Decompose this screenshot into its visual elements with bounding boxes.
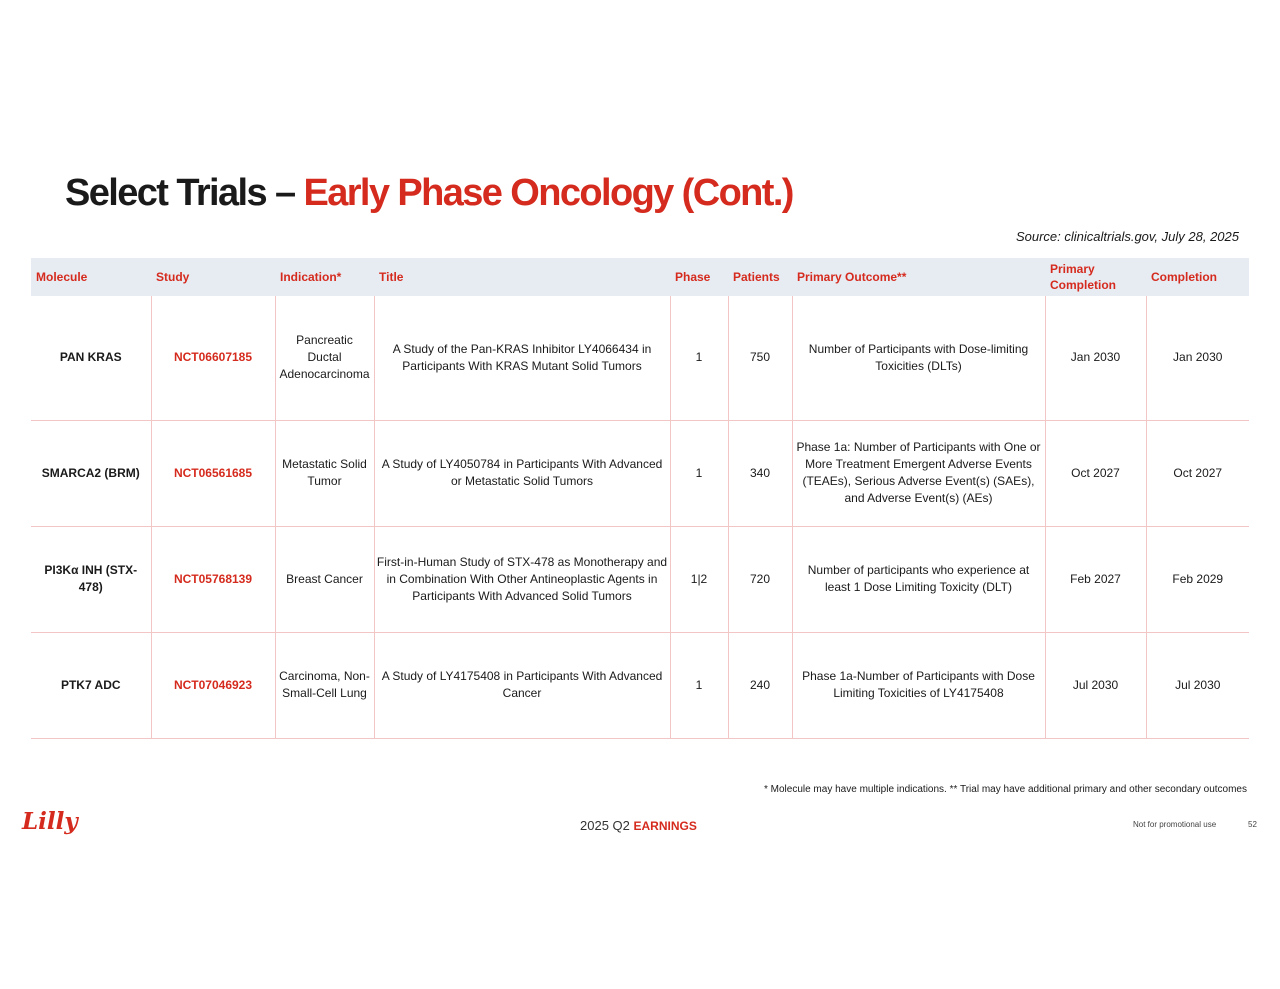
cell-patients: 720 (728, 526, 792, 632)
cell-phase: 1 (670, 420, 728, 526)
cell-primary-outcome: Phase 1a: Number of Participants with One or More Treatment Emergent Adverse Events (TEAEs), Serious Adverse Event(s) (SAEs), and Adverse Event(s) (AEs) (792, 420, 1045, 526)
page-title (65, 172, 793, 215)
cell-patients: 750 (728, 296, 792, 420)
cell-completion: Feb 2029 (1146, 526, 1249, 632)
cell-indication: Carcinoma, Non-Small-Cell Lung (275, 632, 374, 738)
cell-title: First-in-Human Study of STX-478 as Monotherapy and in Combination With Other Antineoplastic Agents in Participants With Advanced Solid Tumors (374, 526, 670, 632)
header-study: Study (151, 258, 275, 296)
header-title: Title (374, 258, 670, 296)
cell-molecule: PAN KRAS (31, 296, 151, 420)
trials-table (31, 258, 1249, 739)
cell-indication: Pancreatic Ductal Adenocarcinoma (275, 296, 374, 420)
cell-primary-completion: Jan 2030 (1045, 296, 1146, 420)
cell-completion: Oct 2027 (1146, 420, 1249, 526)
cell-completion: Jul 2030 (1146, 632, 1249, 738)
table-row (31, 296, 1249, 420)
header-phase: Phase (670, 258, 728, 296)
header-primary-outcome: Primary Outcome** (792, 258, 1045, 296)
header-molecule: Molecule (31, 258, 151, 296)
cell-primary-completion: Feb 2027 (1045, 526, 1146, 632)
cell-patients: 240 (728, 632, 792, 738)
table-row (31, 632, 1249, 738)
page-number: 52 (1248, 820, 1257, 829)
title-lead: Select Trials – (65, 172, 304, 214)
promo-note: Not for promotional use (1133, 820, 1217, 829)
footnote: * Molecule may have multiple indications. ** Trial may have additional primary and other secondary outcomes (763, 784, 1247, 795)
cell-study: NCT06607185 (151, 296, 275, 420)
cell-indication: Metastatic Solid Tumor (275, 420, 374, 526)
cell-study: NCT06561685 (151, 420, 275, 526)
table-row (31, 420, 1249, 526)
cell-primary-outcome: Phase 1a-Number of Participants with Dose Limiting Toxicities of LY4175408 (792, 632, 1045, 738)
title-accent: Early Phase Oncology (Cont.) (303, 172, 793, 214)
cell-study: NCT05768139 (151, 526, 275, 632)
cell-phase: 1 (670, 632, 728, 738)
cell-title: A Study of the Pan-KRAS Inhibitor LY4066434 in Participants With KRAS Mutant Solid Tumors (374, 296, 670, 420)
header-patients: Patients (728, 258, 792, 296)
cell-study: NCT07046923 (151, 632, 275, 738)
cell-primary-completion: Jul 2030 (1045, 632, 1146, 738)
cell-title: A Study of LY4050784 in Participants With Advanced or Metastatic Solid Tumors (374, 420, 670, 526)
cell-molecule: SMARCA2 (BRM) (31, 420, 151, 526)
cell-patients: 340 (728, 420, 792, 526)
earnings-prefix: 2025 Q2 (580, 818, 630, 833)
cell-phase: 1 (670, 296, 728, 420)
lilly-logo: Lilly (22, 808, 78, 835)
cell-indication: Breast Cancer (275, 526, 374, 632)
header-primary-completion: Primary Completion (1045, 258, 1146, 296)
cell-molecule: PI3Kα INH (STX-478) (31, 526, 151, 632)
cell-primary-outcome: Number of participants who experience at least 1 Dose Limiting Toxicity (DLT) (792, 526, 1045, 632)
table-header-row (31, 258, 1249, 296)
earnings-label (580, 818, 697, 833)
header-completion: Completion (1146, 258, 1249, 296)
cell-molecule: PTK7 ADC (31, 632, 151, 738)
cell-primary-outcome: Number of Participants with Dose-limiting Toxicities (DLTs) (792, 296, 1045, 420)
source-note: Source: clinicaltrials.gov, July 28, 2025 (1015, 229, 1239, 244)
table-row (31, 526, 1249, 632)
header-indication: Indication* (275, 258, 374, 296)
cell-completion: Jan 2030 (1146, 296, 1249, 420)
cell-title: A Study of LY4175408 in Participants With Advanced Cancer (374, 632, 670, 738)
cell-primary-completion: Oct 2027 (1045, 420, 1146, 526)
cell-phase: 1|2 (670, 526, 728, 632)
earnings-bold: EARNINGS (633, 819, 697, 833)
